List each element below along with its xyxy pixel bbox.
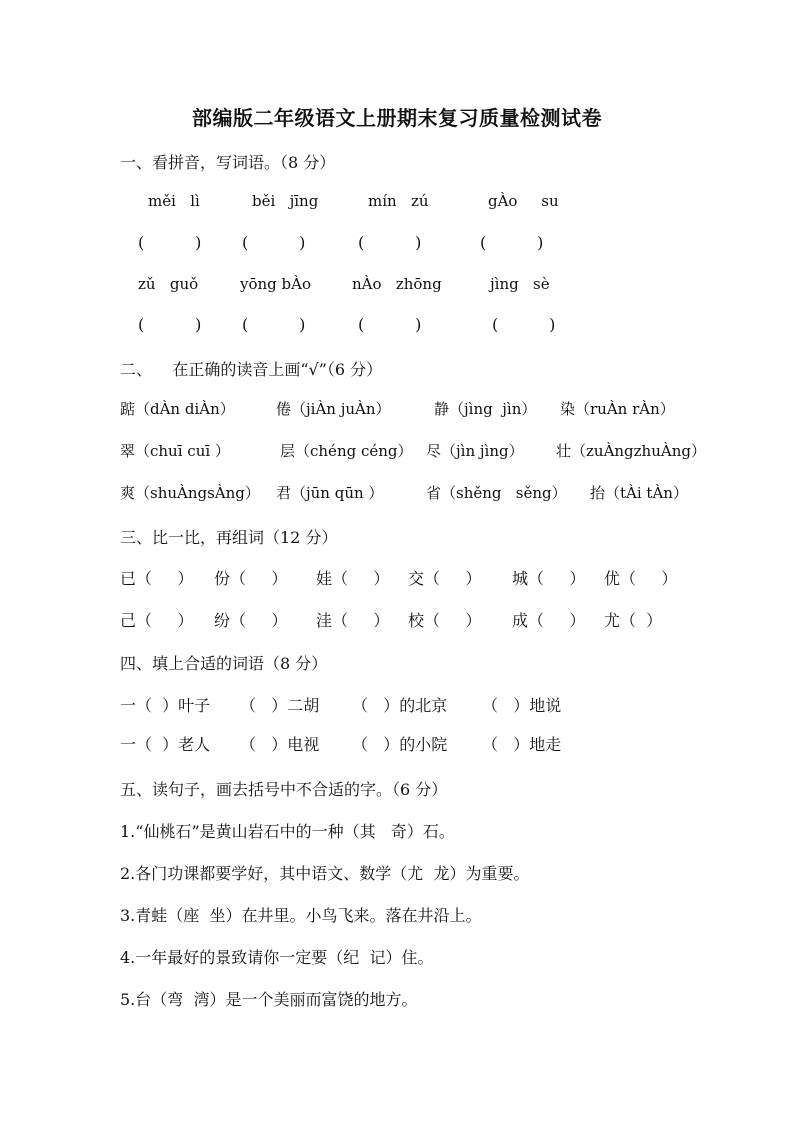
section-2-heading: 二、 在正确的读音上画“√”（6 分） <box>120 360 383 379</box>
pronunciation-item[interactable]: 倦（jiÀn juÀn） <box>276 400 391 418</box>
pronunciation-item[interactable]: 翠（chuī cuī ） <box>120 442 230 460</box>
pronunciation-item[interactable]: 抬（tÀi tÀn） <box>590 484 688 502</box>
pronunciation-item[interactable]: 染（ruÀn rÀn） <box>560 400 675 418</box>
pinyin-2-3: nÀo zhōng <box>352 275 442 293</box>
pronunciation-item[interactable]: 尽（jìn jìng） <box>426 442 524 460</box>
pinyin-1-3: mín zú <box>368 192 429 210</box>
fill-phrase-item[interactable]: （ ）的北京 <box>352 696 448 715</box>
pronunciation-item[interactable]: 静（jìng jìn） <box>434 400 537 418</box>
answer-blank[interactable]: ( ) <box>358 233 422 252</box>
pronunciation-item[interactable]: 省（shěng sěng） <box>426 484 567 502</box>
fill-phrase-item[interactable]: 一（ ）老人 <box>120 735 211 754</box>
fill-phrase-item[interactable]: 一（ ）叶子 <box>120 696 211 715</box>
answer-blank[interactable]: ( ) <box>138 233 202 252</box>
section-4-heading: 四、填上合适的词语（8 分） <box>120 654 328 673</box>
sentence-item[interactable]: 1.“仙桃石”是黄山岩石中的一种（其 奇）石。 <box>120 822 455 841</box>
answer-blank[interactable]: ( ) <box>242 315 306 334</box>
fill-phrase-item[interactable]: （ ）二胡 <box>240 696 320 715</box>
sentence-item[interactable]: 4.一年最好的景致请你一定要（纪 记）住。 <box>120 948 434 967</box>
page-title: 部编版二年级语文上册期末复习质量检测试卷 <box>192 106 602 130</box>
pinyin-2-2: yōng bÀo <box>240 275 312 293</box>
word-pair-item[interactable]: 已（ ） <box>120 569 194 588</box>
sentence-item[interactable]: 2.各门功课都要学好，其中语文、数学（尤 龙）为重要。 <box>120 864 530 883</box>
pinyin-1-2: běi jīng <box>252 192 319 210</box>
word-pair-item[interactable]: 娃（ ） <box>316 569 390 588</box>
word-pair-item[interactable]: 城（ ） <box>512 569 586 588</box>
pinyin-2-1: zǔ guǒ <box>138 275 199 293</box>
pronunciation-item[interactable]: 壮（zuÀngzhuÀng） <box>556 442 706 460</box>
answer-blank[interactable]: ( ) <box>358 315 422 334</box>
word-pair-item[interactable]: 份（ ） <box>214 569 288 588</box>
pronunciation-item[interactable]: 君（jūn qūn ） <box>276 484 384 502</box>
section-5-heading: 五、读句子，画去括号中不合适的字。（6 分） <box>120 780 448 799</box>
answer-blank[interactable]: ( ) <box>242 233 306 252</box>
section-3-heading: 三、比一比，再组词（12 分） <box>120 528 338 547</box>
word-pair-item[interactable]: 校（ ） <box>408 611 482 630</box>
answer-blank[interactable]: ( ) <box>492 315 556 334</box>
word-pair-item[interactable]: 己（ ） <box>120 611 194 630</box>
word-pair-item[interactable]: 优（ ） <box>604 569 678 588</box>
answer-blank[interactable]: ( ) <box>480 233 544 252</box>
pronunciation-item[interactable]: 踮（dÀn diÀn） <box>120 400 235 418</box>
word-pair-item[interactable]: 洼（ ） <box>316 611 390 630</box>
fill-phrase-item[interactable]: （ ）电视 <box>240 735 320 754</box>
word-pair-item[interactable]: 尤（ ） <box>604 611 663 630</box>
sentence-item[interactable]: 5.台（弯 湾）是一个美丽而富饶的地方。 <box>120 990 418 1009</box>
section-1-heading: 一、看拼音，写词语。（8 分） <box>120 153 336 172</box>
word-pair-item[interactable]: 纷（ ） <box>214 611 288 630</box>
pinyin-2-4: jìng sè <box>490 275 550 293</box>
answer-blank[interactable]: ( ) <box>138 315 202 334</box>
pronunciation-item[interactable]: 层（chéng céng） <box>280 442 413 460</box>
pinyin-1-4: gÀo su <box>488 192 559 210</box>
pronunciation-item[interactable]: 爽（shuÀngsÀng） <box>120 484 260 502</box>
word-pair-item[interactable]: 成（ ） <box>512 611 586 630</box>
word-pair-item[interactable]: 交（ ） <box>408 569 482 588</box>
pinyin-1-1: měi lì <box>148 192 200 210</box>
fill-phrase-item[interactable]: （ ）地走 <box>482 735 562 754</box>
fill-phrase-item[interactable]: （ ）地说 <box>482 696 562 715</box>
sentence-item[interactable]: 3.青蛙（座 坐）在井里。小鸟飞来。落在井沿上。 <box>120 906 482 925</box>
fill-phrase-item[interactable]: （ ）的小院 <box>352 735 448 754</box>
